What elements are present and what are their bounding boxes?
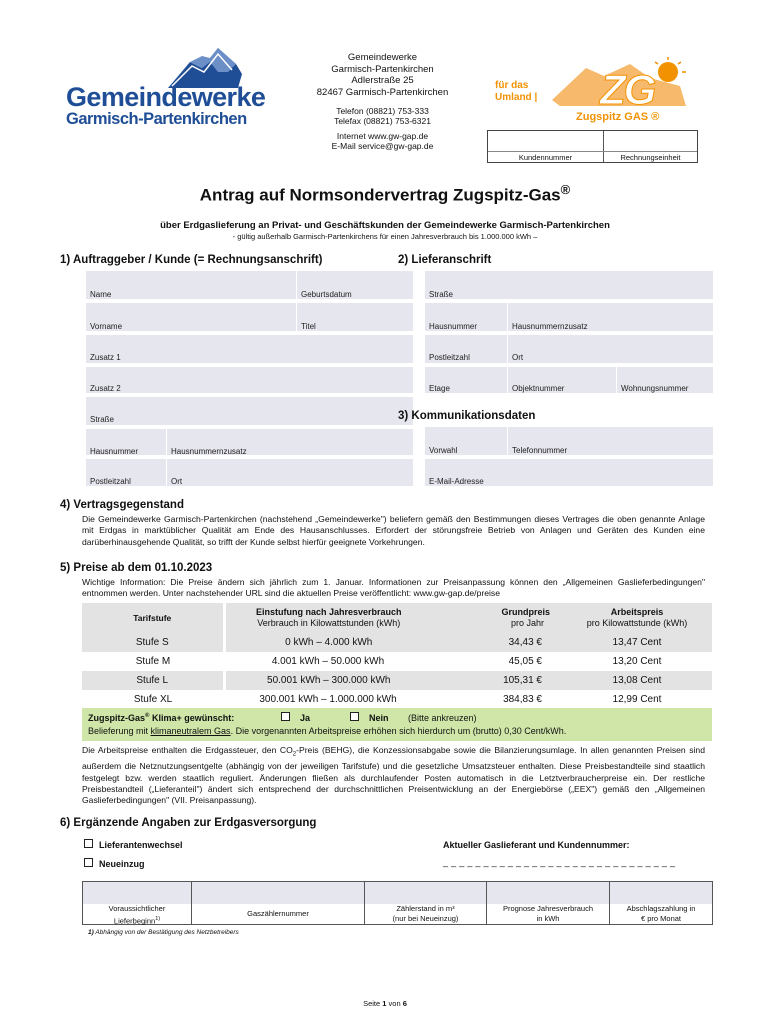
zg-brand: Zugspitz GAS ®	[576, 111, 660, 123]
zg-logo	[490, 56, 700, 128]
extra1-field[interactable]	[86, 335, 413, 363]
forecast-field[interactable]	[487, 882, 609, 904]
page-number: Seite 1 von 6	[363, 999, 407, 1008]
section4-heading: 4) Vertragsgegenstand	[60, 499, 184, 511]
start-date-label: Voraussichtlicher Lieferbeginn$^{1)}$	[108, 904, 166, 926]
customer-number-field[interactable]	[488, 131, 603, 151]
tick-hint: (Bitte ankreuzen)	[408, 713, 477, 723]
range-cell: 4.001 kWh – 50.000 kWh	[271, 656, 385, 667]
base-price-header: Grundpreis pro Jahr	[432, 603, 562, 633]
meter-reading-label: Zählerstand in m³ (nur bei Neueinzug)	[392, 904, 459, 923]
supplier-change-checkbox[interactable]	[84, 839, 93, 848]
work-price-cell: 12,99 Cent	[612, 694, 662, 705]
installment-field[interactable]	[610, 882, 712, 904]
internet-line: Internet www.gw-gap.de	[336, 131, 429, 141]
tier-header: Tarifstufe	[82, 603, 224, 633]
page-title: Antrag auf Normsondervertrag Zugspitz-Gas®	[199, 182, 571, 205]
address-line: Gemeindewerke	[347, 52, 418, 63]
klima-box	[82, 708, 712, 741]
tier-cell: Stufe L	[82, 671, 224, 690]
name-label: Name	[90, 290, 112, 299]
city-label: Ort	[171, 477, 183, 486]
firstname-label: Vorname	[90, 322, 123, 331]
section3-heading: 3) Kommunikationsdaten	[398, 410, 536, 422]
base-price-cell: 105,31 €	[432, 671, 562, 690]
supplier-change-label: Lieferantenwechsel	[99, 840, 183, 850]
price-row	[82, 652, 712, 671]
name-field[interactable]	[86, 271, 296, 299]
street-field[interactable]	[86, 397, 413, 425]
range-cell: 300.001 kWh – 1.000.000 kWh	[259, 694, 397, 705]
delivery-housenumber-extra-label: Hausnummernzusatz	[512, 322, 588, 331]
current-supplier-label: Aktueller Gaslieferant und Kundennummer:	[443, 840, 630, 850]
area-code-label: Vorwahl	[429, 446, 458, 455]
price-table-header	[82, 603, 712, 633]
base-price-cell: 34,43 €	[432, 633, 562, 652]
klima-label: Zugspitz-Gas® Klima+ gewünscht:	[88, 713, 235, 723]
supply-table	[82, 881, 713, 925]
email-line: E-Mail service@gw-gap.de	[331, 141, 434, 151]
klima-no-label: Nein	[369, 713, 389, 723]
zip-label: Postleitzahl	[90, 477, 131, 486]
range-cell: 50.001 kWh – 300.000 kWh	[224, 671, 432, 690]
customer-number-label: Kundennummer	[518, 153, 573, 162]
work-price-cell: 13,20 Cent	[612, 656, 662, 667]
work-price-header: Arbeitspreis pro Kilowattstunde (kWh)	[562, 603, 712, 633]
phone-number-label: Telefonnummer	[512, 446, 568, 455]
section2-heading: 2) Lieferanschrift	[398, 254, 492, 266]
phone-line: Telefon (08821) 753-333	[336, 106, 429, 116]
section1-heading: 1) Auftraggeber / Kunde (= Rechnungsanschrift)	[60, 254, 323, 266]
work-price-cell: 13,47 Cent	[562, 633, 712, 652]
street-label: Straße	[90, 415, 115, 424]
floor-label: Etage	[429, 384, 450, 393]
address-line: Adlerstraße 25	[351, 75, 414, 86]
delivery-housenumber-label: Hausnummer	[429, 322, 478, 331]
address-block	[290, 52, 475, 151]
klima-yes-label: Ja	[300, 713, 311, 723]
section4-text: Die Gemeindewerke Garmisch-Partenkirchen (nachstehend „Gemeindewerke") beliefern gemäß den Bestimmungen dieses Vertrages die oben genannte Anlage mit Erdgas in marktüblicher Qualität am Ende des Hausanschlusses. Erfordert der störungsfreie Betrieb von Anlagen und Geräten des Kunden eine darüberhinausgehende Qualität, so trifft der Kunde selbst hierfür geeignete Vorkehrungen.	[82, 514, 705, 547]
title-label: Titel	[301, 322, 316, 331]
billing-unit-field[interactable]	[604, 131, 697, 151]
delivery-street-label: Straße	[429, 290, 454, 299]
object-number-label: Objektnummer	[512, 384, 565, 393]
work-price-cell: 13,08 Cent	[562, 671, 712, 690]
housenumber-extra-label: Hausnummernzusatz	[171, 447, 247, 456]
start-date-field[interactable]	[83, 882, 191, 904]
price-components-text: Die Arbeitspreise enthalten die Erdgassteuer, den $CO_2$-Preis (BEHG), die Konzessionsabgabe sowie die Bilanzierungsumlage. In allen genannten Preisen sind außerdem die Netznutzungsentgelte (abhängig von der jeweiligen Tarifstufe) und die gesetzliche Umsatzsteuer enthalten. Diese Preisbestandteile sind staatlich festgelegt bzw. werden staatlich reguliert. Änderungen fließen als durchlaufender Posten automatisch in die Letztverbraucherpreise ein. Der restliche Preisbestandteil („Lieferanteil") ändert sich entsprechend der durchschnittlichen Preisentwicklung an der Energiebörse („EEX") gemäß den „Allgemeinen Gaslieferbedingungen" (VII. Preisanpassung).	[82, 745, 705, 806]
section5-text: Wichtige Information: Die Preise ändern sich jährlich zum 1. Januar. Informationen zur Preisanpassung können den „Allgemeinen Gaslieferbedingungen" entnommen werden. Unter nachstehender URL sind die aktuellen Preise veröffentlicht: www.gw-gap.de/preise	[82, 577, 705, 599]
klima-note: Belieferung mit klimaneutralem Gas. Die vorgenannten Arbeitspreise erhöhen sich hierdurch um (brutto) 0,30 Cent/kWh.	[88, 726, 567, 736]
housenumber-label: Hausnummer	[90, 447, 139, 456]
address-line: Garmisch-Partenkirchen	[331, 63, 434, 75]
billing-unit-label: Rechnungseinheit	[620, 153, 681, 162]
price-table	[82, 603, 712, 709]
klima-yes-checkbox[interactable]	[281, 712, 290, 721]
price-row	[82, 690, 712, 709]
extra1-label: Zusatz 1	[90, 353, 121, 362]
zg-letters: ZG	[600, 66, 655, 113]
footnote: 1) Abhängig von der Bestätigung des Netzbetreibers	[88, 929, 239, 936]
extra2-field[interactable]	[86, 367, 413, 393]
meter-number-field[interactable]	[192, 882, 364, 904]
base-price-cell: 384,83 €	[503, 694, 542, 705]
class-header: Einstufung nach Jahresverbrauch Verbrauch in Kilowattstunden (kWh)	[224, 603, 432, 633]
base-price-cell: 45,05 €	[508, 656, 542, 667]
klima-no-checkbox[interactable]	[350, 712, 359, 721]
flat-number-label: Wohnungsnummer	[621, 384, 689, 393]
gw-logo	[60, 42, 266, 132]
logo-line2: Garmisch-Partenkirchen	[66, 110, 247, 128]
subtitle: über Erdgaslieferung an Privat- und Geschäftskunden der Gemeindewerke Garmisch-Partenkirchen	[160, 220, 610, 231]
extra2-label: Zusatz 2	[90, 384, 121, 393]
tier-cell: Stufe S	[82, 633, 224, 652]
birthdate-label: Geburtsdatum	[301, 290, 352, 299]
delivery-city-label: Ort	[512, 353, 524, 362]
fax-line: Telefax (08821) 753-6321	[334, 116, 431, 126]
section6-heading: 6) Ergänzende Angaben zur Erdgasversorgung	[60, 817, 317, 829]
klima-link[interactable]: klimaneutralem Gas	[150, 726, 231, 736]
delivery-zip-label: Postleitzahl	[429, 353, 470, 362]
validity-note: - gültig außerhalb Garmisch-Partenkirchens für einen Jahresverbrauch bis 1.000.000 kWh –	[232, 232, 538, 241]
city-field[interactable]	[167, 459, 413, 486]
section5-heading: 5) Preise ab dem 01.10.2023	[60, 562, 213, 574]
forecast-label: Prognose Jahresverbrauch in kWh	[502, 904, 594, 923]
current-supplier-input[interactable]: _ _ _ _ _ _ _ _ _ _ _ _ _ _ _ _ _ _ _ _ _ _ _ _ _ _ _ _ _	[443, 857, 676, 867]
new-moving-in-checkbox[interactable]	[84, 858, 93, 867]
account-box	[487, 130, 698, 163]
delivery-city-field[interactable]	[508, 335, 713, 363]
address-line: 82467 Garmisch-Partenkirchen	[316, 86, 449, 98]
installment-label: Abschlagszahlung in € pro Monat	[626, 904, 696, 923]
new-moving-in-label: Neueinzug	[99, 859, 145, 869]
delivery-street-field[interactable]	[425, 271, 713, 299]
price-row	[82, 671, 712, 690]
range-cell: 0 kWh – 4.000 kWh	[224, 633, 432, 652]
email-label: E-Mail-Adresse	[429, 477, 484, 486]
zg-for: für das	[495, 80, 529, 91]
tier-cell: Stufe XL	[133, 694, 173, 705]
meter-number-label: Gaszählernummer	[247, 909, 309, 918]
zg-umland: Umland |	[495, 92, 538, 103]
price-row	[82, 633, 712, 652]
meter-reading-field[interactable]	[365, 882, 486, 904]
logo-line1: Gemeindewerke	[66, 82, 266, 112]
tier-cell: Stufe M	[135, 656, 171, 667]
